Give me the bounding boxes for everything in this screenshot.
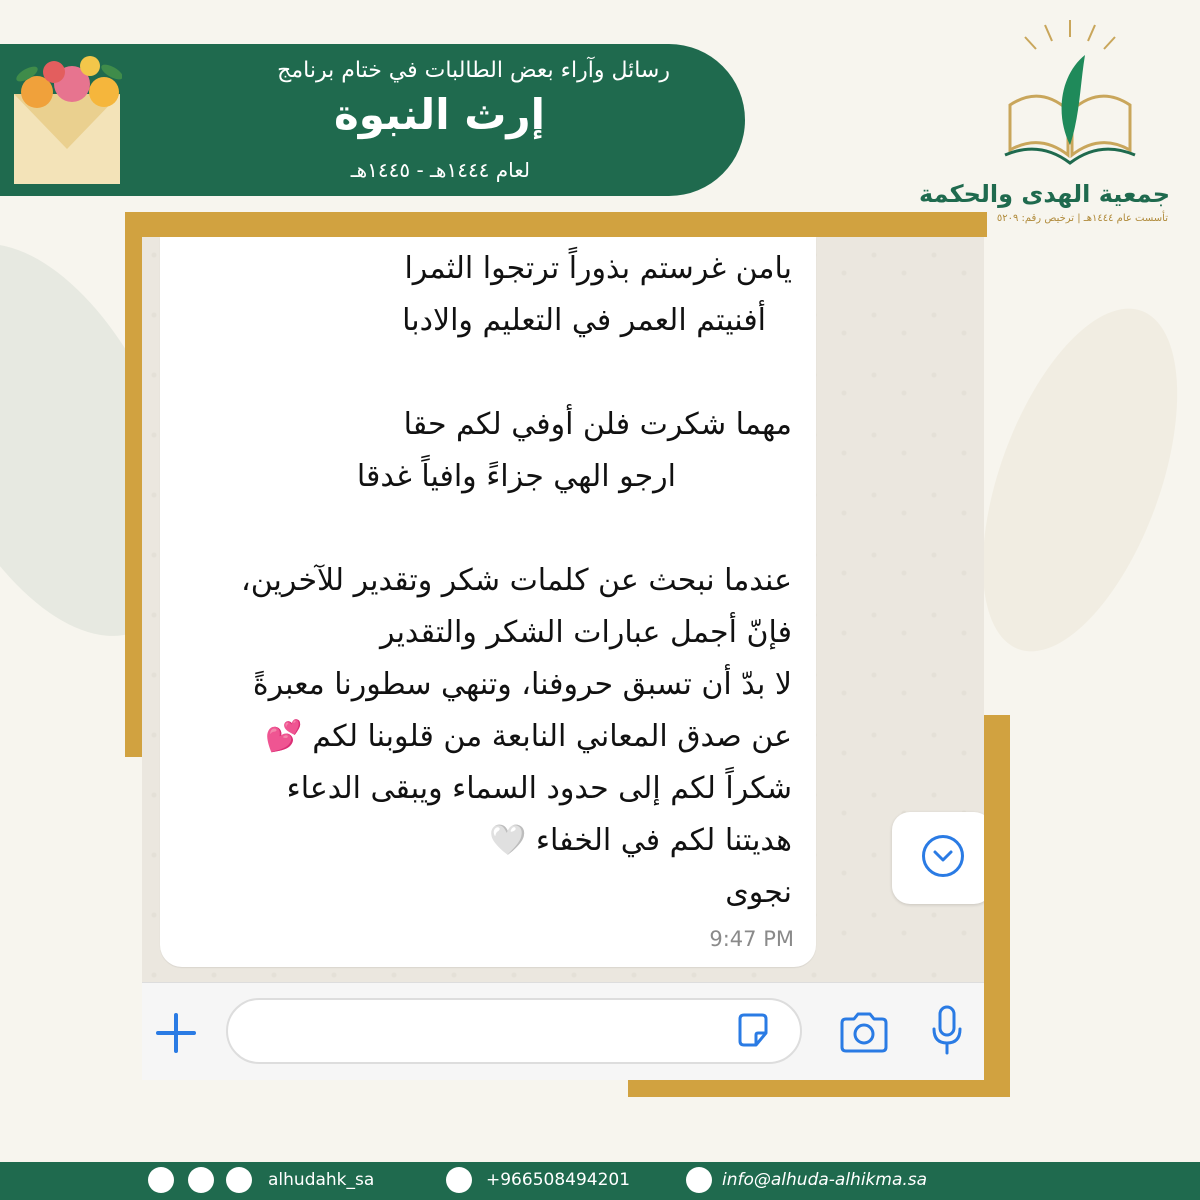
gold-frame-right (984, 715, 1010, 1097)
message-line: فإنّ أجمل عبارات الشكر والتقدير (380, 615, 792, 650)
flower-envelope-icon (12, 54, 122, 186)
message-line: شكراً لكم إلى حدود السماء ويبقى الدعاء (286, 771, 792, 806)
message-signature: نجوى (725, 875, 792, 910)
camera-icon[interactable] (838, 1011, 890, 1053)
banner-year: لعام ١٤٤٤هـ - ١٤٤٥هـ (350, 158, 530, 182)
sticker-icon[interactable] (734, 1011, 772, 1049)
message-line: عن صدق المعاني النابعة من قلوبنا لكم 💕 (265, 719, 792, 754)
message-timestamp: 9:47 PM (709, 927, 794, 951)
twitter-icon[interactable] (226, 1167, 252, 1193)
gold-frame-left (125, 212, 142, 757)
gold-frame-bottom (628, 1080, 1010, 1097)
banner-subtitle: رسائل وآراء بعض الطالبات في ختام برنامج (277, 58, 670, 83)
email-address[interactable]: info@alhuda-alhikma.sa (722, 1170, 928, 1190)
phone-number[interactable]: +966508494201 (486, 1170, 631, 1190)
social-handle[interactable]: alhudahk_sa (268, 1170, 375, 1190)
whatsapp-icon[interactable] (446, 1167, 472, 1193)
message-line: عندما نبحث عن كلمات شكر وتقدير للآخرين، (241, 563, 792, 598)
chat-input-bar (142, 982, 984, 1080)
scroll-to-bottom-button[interactable] (892, 812, 984, 904)
email-icon[interactable] (686, 1167, 712, 1193)
logo-tagline: تأسست عام ١٤٤٤هـ | ترخيص رقم: ٥٢٠٩ (996, 213, 1168, 224)
logo-name: جمعية الهدى والحكمة (919, 180, 1170, 208)
microphone-icon[interactable] (930, 1005, 964, 1057)
message-line: مهما شكرت فلن أوفي لكم حقا (403, 407, 792, 442)
message-line: ارجو الهي جزاءً وافياً غدقا (356, 459, 676, 494)
instagram-icon[interactable] (188, 1167, 214, 1193)
banner-title: إرث النبوة (334, 90, 545, 139)
message-line: أفنيتم العمر في التعليم والادبا (402, 303, 766, 338)
chat-screenshot (142, 237, 984, 1080)
organization-logo (919, 15, 1190, 225)
book-quill-logo-icon (950, 15, 1190, 175)
message-input[interactable] (226, 998, 802, 1064)
chevron-down-icon (922, 835, 964, 877)
message-line: لا بدّ أن تسبق حروفنا، وتنهي سطورنا معبرةً (252, 667, 792, 702)
contact-footer (0, 1162, 1200, 1200)
message-line: هديتنا لكم في الخفاء 🤍 (489, 823, 792, 858)
snapchat-icon[interactable] (148, 1167, 174, 1193)
message-line: يامن غرستم بذوراً ترتجوا الثمرا (404, 251, 792, 286)
gold-frame-top (125, 212, 987, 237)
plus-icon[interactable] (154, 1011, 198, 1055)
message-bubble[interactable] (160, 237, 816, 967)
